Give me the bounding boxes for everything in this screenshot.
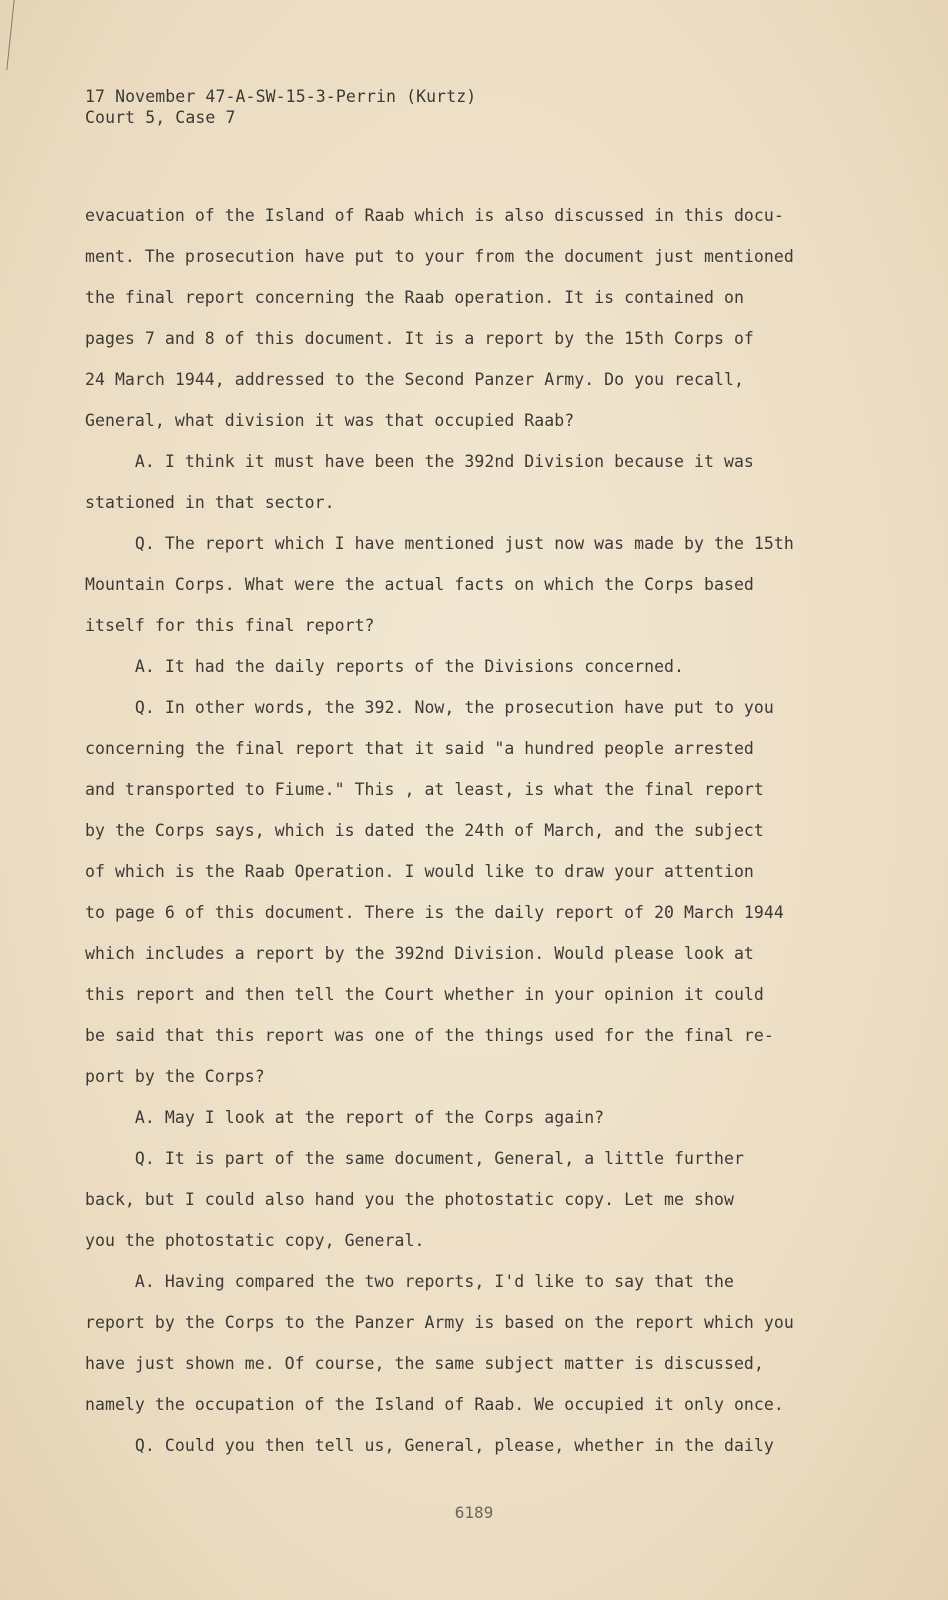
transcript-line: Q. It is part of the same document, General, a little further (85, 1149, 744, 1168)
transcript-line: you the photostatic copy, General. (85, 1231, 425, 1250)
transcript-line: Q. The report which I have mentioned just now was made by the 15th (85, 534, 794, 553)
transcript-line: namely the occupation of the Island of Raab. We occupied it only once. (85, 1395, 784, 1414)
margin-pencil-mark (6, 0, 28, 70)
transcript-line: back, but I could also hand you the photostatic copy. Let me show (85, 1190, 734, 1209)
header-court-case: Court 5, Case 7 (85, 108, 236, 127)
transcript-line: report by the Corps to the Panzer Army is based on the report which you (85, 1313, 794, 1332)
transcript-line: port by the Corps? (85, 1067, 265, 1086)
transcript-line: A. May I look at the report of the Corps again? (85, 1108, 605, 1127)
transcript-line: the final report concerning the Raab operation. It is contained on (85, 288, 744, 307)
transcript-line: 24 March 1944, addressed to the Second Panzer Army. Do you recall, (85, 370, 744, 389)
transcript-line: ment. The prosecution have put to your from the document just mentioned (85, 247, 794, 266)
transcript-line: this report and then tell the Court whether in your opinion it could (85, 985, 764, 1004)
transcript-line: Q. Could you then tell us, General, please, whether in the daily (85, 1436, 774, 1455)
page-number: 6189 (454, 1503, 494, 1522)
header-date-reference: 17 November 47-A-SW-15-3-Perrin (Kurtz) (85, 87, 477, 106)
transcript-line: of which is the Raab Operation. I would like to draw your attention (85, 862, 754, 881)
transcript-line: by the Corps says, which is dated the 24th of March, and the subject (85, 821, 764, 840)
transcript-line: A. I think it must have been the 392nd Division because it was (85, 452, 754, 471)
transcript-line: Q. In other words, the 392. Now, the prosecution have put to you (85, 698, 774, 717)
transcript-line: which includes a report by the 392nd Division. Would please look at (85, 944, 754, 963)
transcript-line: pages 7 and 8 of this document. It is a report by the 15th Corps of (85, 329, 754, 348)
transcript-line: have just shown me. Of course, the same subject matter is discussed, (85, 1354, 764, 1373)
transcript-line: A. Having compared the two reports, I'd like to say that the (85, 1272, 734, 1291)
transcript-line: and transported to Fiume." This , at least, is what the final report (85, 780, 764, 799)
transcript-line: General, what division it was that occupied Raab? (85, 411, 575, 430)
transcript-line: stationed in that sector. (85, 493, 335, 512)
transcript-line: concerning the final report that it said "a hundred people arrested (85, 739, 754, 758)
transcript-line: itself for this final report? (85, 616, 375, 635)
document-header (85, 86, 476, 128)
transcript-line: be said that this report was one of the things used for the final re- (85, 1026, 774, 1045)
transcript-line: evacuation of the Island of Raab which is also discussed in this docu- (85, 206, 784, 225)
transcript-line: A. It had the daily reports of the Divisions concerned. (85, 657, 685, 676)
transcript-line: Mountain Corps. What were the actual facts on which the Corps based (85, 575, 754, 594)
transcript-line: to page 6 of this document. There is the daily report of 20 March 1944 (85, 903, 784, 922)
